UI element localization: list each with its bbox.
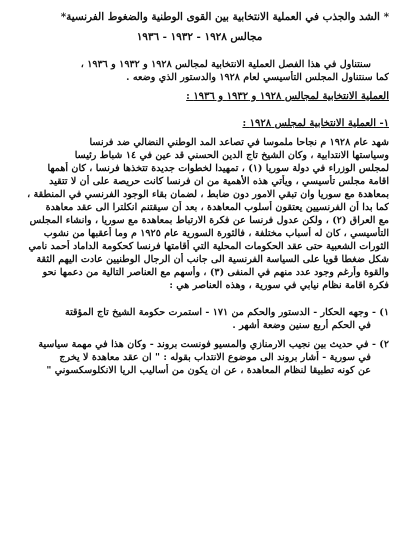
body-line: وسياستها الانتدابية ، وكان الشيخ تاج الدين الحسني قد عين في ١٤ شباط رئيسا bbox=[74, 150, 389, 161]
body-line: لمجلس الوزراء في دولة سوريا (١) ، تمهيدا لخطوات جديدة تتخذها فرنسا ، كان أهمها bbox=[47, 163, 389, 174]
body-line: بمعاهدة مع سوريا وان تبقي الامور دون ضابط ، لضمان بقاء الوجود الفرنسي في المنطقة ، bbox=[27, 189, 389, 200]
body-line: الثورات الشعبية حتى عقد الحكومات المحلية التي أقامتها فرنسا كحكومة الداماد أحمد نامي bbox=[28, 241, 389, 252]
body-line: اقامة مجلس تأسيسي ، ويأتي هذه الأهمية من ان فرنسا كانت حريصة على أن لا تتقيد bbox=[49, 176, 389, 187]
list-item: في الحكم أربع سنين وضعة أشهر . bbox=[232, 320, 371, 331]
intro-line-2: كما سنتناول المجلس التأسيسي لعام ١٩٢٨ والدستور الذي وضعه . bbox=[126, 72, 389, 83]
body-line: شكل ضغطا قويا على السياسة الفرنسية الى جانب أن الرجال الوطنيين عادت اليهم الثقة bbox=[36, 254, 389, 265]
body-line: كما بدا أن الفرنسيين يعتقون أسلوب المعاهدة ، بعد أن سيقتنم انكلترا الى عقد معاهدة bbox=[45, 202, 389, 213]
body-line: فكرة اقامة نظام نيابي في سورية ، وهذه العناصر هي : bbox=[169, 280, 389, 291]
body-line: التأسيسي ، كان له أسباب مختلفة ، فالثورة السورية عام ١٩٢٥ م وما أعقبها من نشوب bbox=[43, 228, 389, 239]
list-item: في سورية - أشار بروند الى موضوع الانتداب بقوله : " ان عقد معاهدة لا يخرج bbox=[59, 352, 371, 363]
list-item: ١) - وجهه الحكار - الدستور والحكم من ١٧١ - استمرت حكومة الشيخ تاج المؤقتة bbox=[64, 307, 389, 318]
document-title: * الشد والجذب في العملية الانتخابية بين القوى الوطنية والضغوط الفرنسية* bbox=[60, 11, 389, 23]
numbered-list bbox=[10, 306, 389, 377]
body-line: شهد عام ١٩٢٨ م نجاحا ملموسا في تصاعد المد الوطني النضالي ضد فرنسا bbox=[89, 137, 389, 148]
document-subtitle: مجالس ١٩٢٨ - ١٩٣٢ - ١٩٣٦ bbox=[136, 31, 263, 43]
main-heading: العملية الانتخابية لمجالس ١٩٢٨ و ١٩٣٢ و ١٩٣٦ : bbox=[186, 91, 389, 102]
list-item: ٢) - في حديث بين نجيب الارمنازي والمسيو فونست بروند - وكان هذا في مهمة سياسية bbox=[38, 339, 389, 350]
body-text bbox=[10, 136, 389, 292]
list-item: عن كونه تطبيقا لنظام المعاهدة ، عن ان يكون من أساليب الريا الانكلوسكسوني " bbox=[46, 365, 371, 376]
section-1-title: ١- العملية الانتخابية لمجلس ١٩٢٨ : bbox=[242, 118, 389, 129]
body-line: والقوة وأرغم وجود عدد منهم في المنفى (٣) ، وأسهم مع العناصر التالية من دعمها نحو bbox=[42, 267, 389, 278]
intro-line-1: سنتناول في هذا الفصل العملية الانتخابية لمجالس ١٩٢٨ و ١٩٣٢ و ١٩٣٦ ، bbox=[80, 59, 371, 70]
body-line: مع العراق (٢) ، ولكن عدول فرنسا عن فكرة الارتباط بمعاهدة مع سوريا ، وانشاء المجلس bbox=[29, 215, 389, 226]
